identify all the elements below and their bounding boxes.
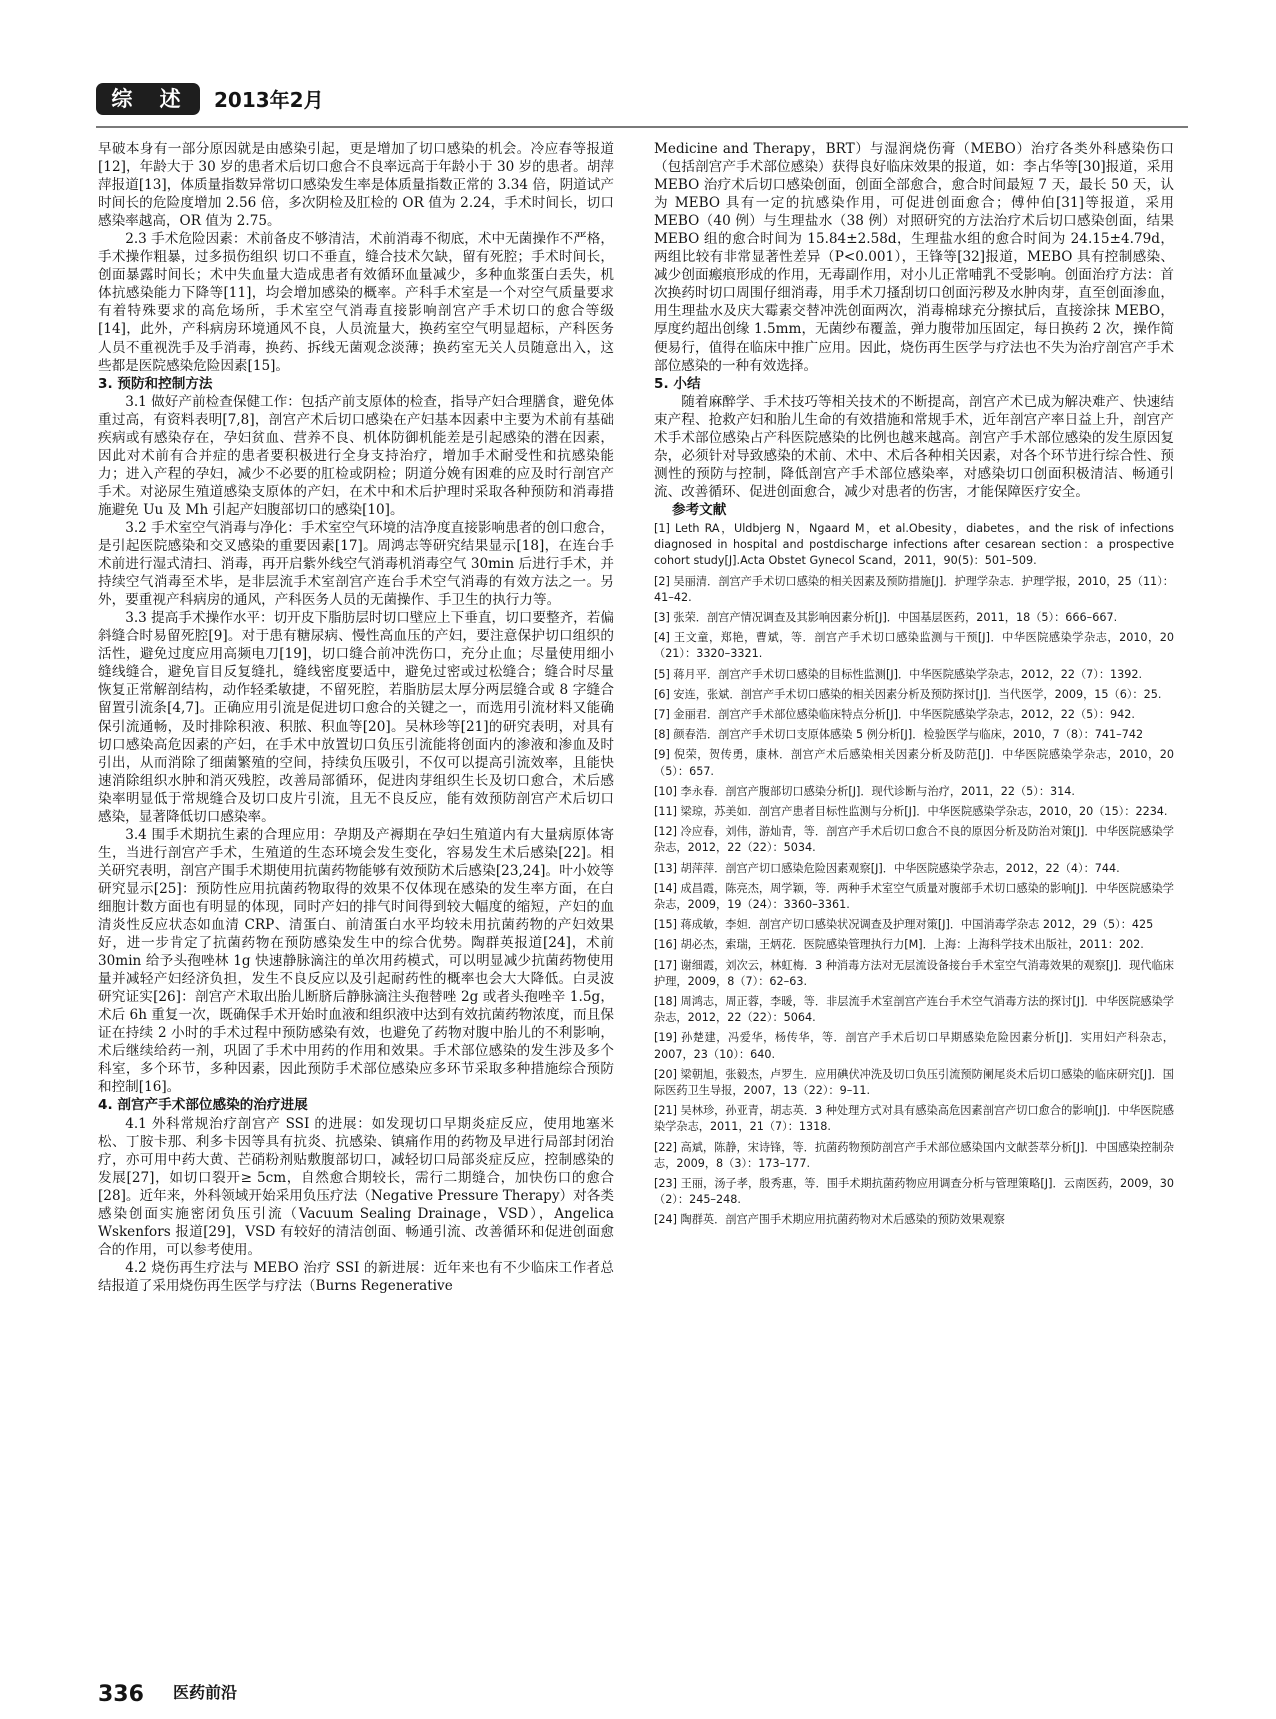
paragraph: 3.2 手术室空气消毒与净化：手术室空气环境的洁净度直接影响患者的创口愈合，是引起医院感染和交叉感染的重要因素[17]。周鸿志等研究结果显示[18]，在连台手术前进行湿式清扫、消毒，再开启紫外线空气消毒机消毒空气 30min 后进行手术，并持续空气消毒至术毕，是非层流手术室剖宫产连台手术空气消毒的有效方法之一。另外，要重视产科病房的通风，产科医务人员的无菌操作、手卫生的执行力等。 bbox=[98, 519, 614, 609]
paragraph: 2.3 手术危险因素：术前备皮不够清洁，术前消毒不彻底，术中无菌操作不严格，手术操作粗暴，过多损伤组织 切口不垂直，缝合技术欠缺，留有死腔；手术时间长，创面暴露时间长；术中失血量大造成患者有效循环血量减少，多种血浆蛋白丢失，机体抗感染能力下降等[11]，均会增加感染的概率。产科手术室是一个对空气质量要求有着特殊要求的高危场所，手术室空气消毒直接影响剖宫产手术切口的愈合等级[14]，此外，产科病房环境通风不良，人员流量大，换药室空气明显超标，产科医务人员不重视洗手及手消毒，换药、拆线无菌观念淡薄；换药室无关人员随意出入，这些都是医院感染危险因素[15]。 bbox=[98, 231, 614, 374]
reference-item: [11] 梁琼，苏美如．剖宫产患者目标性监测与分析[J]．中华医院感染学杂志，2010，20（15）：2234. bbox=[654, 804, 1168, 818]
reference-item: [20] 梁朝旭，张毅杰，卢罗生．应用碘伏冲洗及切口负压引流预防阑尾炎术后切口感染的临床研究[J]．国际医药卫生导报，2007，13（22）：9–11. bbox=[654, 1067, 1174, 1098]
paragraph: 4.1 外科常规治疗剖宫产 SSI 的进展：如发现切口早期炎症反应，使用地塞米松、丁胺卡那、利多卡因等具有抗炎、抗感染、镇痛作用的药物及早进行局部封闭治疗，亦可用中药大黄、芒硝粉剂贴敷腹部切口，减轻切口局部炎症反应，控制感染的发展[27]，如切口裂开≥ 5cm，自然愈合期较长，需行二期缝合，加快伤口的愈合[28]。近年来，外科领域开始采用负压疗法（Negative Pressure Therapy）对各类感染创面实施密闭负压引流（Vacuum Sealing Drainage，VSD），Angelica Wskenfors 报道[29]，VSD 有较好的清洁创面、畅通引流、改善循环和促进创面愈合的作用，可以参考使用。 bbox=[98, 1115, 614, 1258]
reference-item: [24] 陶群英．剖宫产围手术期应用抗菌药物对术后感染的预防效果观察 bbox=[654, 1213, 1005, 1227]
section-badge: 综 述 bbox=[96, 83, 200, 115]
references-title: 参考文献 bbox=[672, 501, 727, 518]
reference-list bbox=[654, 521, 1174, 1229]
paragraph: 早破本身有一部分原因就是由感染引起，更是增加了切口感染的机会。冷应春等报道[12]，年龄大于 30 岁的患者术后切口愈合不良率远高于年龄小于 30 岁的患者。胡萍萍报道[13]，体质量指数异常切口感染发生率是体质量指数正常的 3.34 倍，阴道试产时间长的危险度增加 2.56 倍，多次阴检及肛检的 OR 值为 2.24，手术时间长，切口感染率越高，OR 值为 2.75。 bbox=[98, 141, 614, 230]
paragraph: 随着麻醉学、手术技巧等相关技术的不断提高，剖宫产术已成为解决难产、快速结束产程、抢救产妇和胎儿生命的有效措施和常规手术，近年剖宫产率日益上升，剖宫产术手术部位感染占产科医院感染的比例也越来越高。剖宫产手术部位感染的发生原因复杂，必须针对导致感染的术前、术中、术后各种相关因素，对各个环节进行综合性、预测性的预防与控制，降低剖宫产手术部位感染率，对感染切口创面积极清洁、畅通引流、改善循环、促进创面愈合，减少对患者的伤害，才能保障医疗安全。 bbox=[654, 393, 1174, 500]
reference-item: [6] 安连，张斌．剖宫产手术切口感染的相关因素分析及预防探讨[J]．当代医学，2009，15（6）：25. bbox=[654, 687, 1162, 701]
reference-item: [5] 蒋月平．剖宫产手术切口感染的目标性监测[J]．中华医院感染学杂志，2012，22（7）：1392. bbox=[654, 667, 1143, 681]
right-column-body bbox=[654, 140, 1174, 501]
reference-item: [4] 王文童，郑艳，曹斌，等．剖宫产手术切口感染监测与干预[J]．中华医院感染学杂志，2010，20（21）：3320–3321. bbox=[654, 631, 1174, 661]
reference-item: [22] 高斌，陈静，宋诗锋，等．抗菌药物预防剖宫产手术部位感染国内文献荟萃分析[J]．中国感染控制杂志，2009，8（3）：173–177. bbox=[654, 1140, 1174, 1170]
reference-item: [19] 孙楚建，冯爱华，杨传华，等．剖宫产手术后切口早期感染危险因素分析[J]．实用妇产科杂志，2007，23（10）：640. bbox=[654, 1031, 1174, 1061]
section-heading: 3. 预防和控制方法 bbox=[98, 375, 213, 392]
paragraph: 3.4 围手术期抗生素的合理应用：孕期及产褥期在孕妇生殖道内有大量病原体寄生，当进行剖宫产手术，生殖道的生态环境会发生变化，容易发生术后感染[22]。相关研究表明，剖宫产围手术期使用抗菌药物能够有效预防术后感染[23,24]。叶小姣等研究显示[25]：预防性应用抗菌药物取得的效果不仅体现在感染的发生率方面，在白细胞计数方面也有明显的体现，同时产妇的排气时间得到较大幅度的缩短，产妇的血清炎性反应状态如血清 CRP、清蛋白、前清蛋白水平均较未用抗菌药物的产妇效果好，进一步肯定了抗菌药物在预防感染发生中的综合优势。陶群英报道[24]，术前 30min 给予头孢唑林 1g 快速静脉滴注的单次用药模式，可以明显减少抗菌药物使用量并减轻产妇经济负担，发生不良反应以及引起耐药性的概率也会大大降低。白灵波研究证实[26]：剖宫产术取出胎儿断脐后静脉滴注头孢替唑 2g 或者头孢唑辛 1.5g，术后 6h 重复一次，既确保手术开始时血液和组织液中达到有效抗菌药物浓度，而且保证在持续 2 小时的手术过程中预防感染有效，也避免了药物对腹中胎儿的不利影响，术后继续给药一剂，巩固了手术中用药的作用和效果。手术部位感染的发生涉及多个科室，多个环节，多种因素，因此预防手术部位感染应多环节采取多种措施综合预防和控制[16]。 bbox=[98, 826, 614, 1096]
paragraph: Medicine and Therapy，BRT）与湿润烧伤膏（MEBO）治疗各类外科感染伤口（包括剖宫产手术部位感染）获得良好临床效果的报道，如：李占华等[30]报道，采用 MEBO 治疗术后切口感染创面，创面全部愈合，愈合时间最短 7 天，最长 50 天，认为 MEBO 具有一定的抗感染作用，可促进创面愈合；傅仲伯[31]等报道，采用 MEBO（40 例）与生理盐水（38 例）对照研究的方法治疗术后切口感染创面，结果 MEBO 组的愈合时间为 15.84±2.58d，生理盐水组的愈合时间为 24.15±4.79d，两组比较有非常显著性差异（P<0.001），王锋等[32]报道，MEBO 具有控制感染、减少创面瘢痕形成的作用，无毒副作用，对小儿正常哺乳不受影响。创面治疗方法：首次换药时切口周围仔细消毒，用手术刀搔刮切口创面污秽及水肿肉芽，直至创面渗血，用生理盐水及庆大霉素交替冲洗创面两次，消毒棉球充分擦拭后，直接涂抹 MEBO，厚度约超出创缘 1.5mm，无菌纱布覆盖，弹力腹带加压固定，每日换药 2 次，操作简便易行，值得在临床中推广应用。因此，烧伤再生医学与疗法也不失为治疗剖宫产手术部位感染的一种有效选择。 bbox=[654, 141, 1174, 374]
reference-item: [7] 金丽君．剖宫产手术部位感染临床特点分析[J]．中华医院感染学杂志，2012，22（5）：942. bbox=[654, 707, 1135, 721]
reference-item: [16] 胡必杰，索瑞，王炳花．医院感染管理执行力[M]．上海：上海科学技术出版社，2011：202. bbox=[654, 938, 1144, 952]
page-footer bbox=[98, 1680, 237, 1706]
reference-item: [2] 吴丽清．剖宫产手术切口感染的相关因素及预防措施[J]．护理学杂志．护理学报，2010，25（11）：41–42. bbox=[654, 574, 1174, 604]
page-number: 336 bbox=[98, 1682, 144, 1707]
reference-item: [10] 李永春．剖宫产腹部切口感染分析[J]．现代诊断与治疗，2011，22（5）：314. bbox=[654, 784, 1075, 798]
journal-name: 医药前沿 bbox=[173, 1683, 238, 1702]
paragraph: 3.3 提高手术操作水平：切开皮下脂肪层时切口壁应上下垂直，切口要整齐，若偏斜缝合时易留死腔[9]。对于患有糖尿病、慢性高血压的产妇，要注意保护切口组织的活性，避免过度应用高频电刀[19]，切口缝合前冲洗伤口，充分止血；尽量使用细小缝线缝合，避免盲目反复缝扎，缝线密度要适中，避免过密或过松缝合；缝合时尽量恢复正常解剖结构，动作轻柔敏捷，不留死腔，若脂肪层太厚分两层缝合或 8 字缝合留置引流条[4,7]。正确应用引流是促进切口愈合的关键之一，而选用引流材料又能确保引流通畅，及时排除积液、积脓、积血等[20]。吴林珍等[21]的研究表明，对具有切口感染高危因素的产妇，在手术中放置切口负压引流能将创面内的渗液和渗血及时引出，从而消除了细菌繁殖的空间，持续负压吸引，不仅可以提高引流效率，且能快速消除组织水肿和消灭残腔，改善局部循环，促进肉芽组织生长及切口愈合，术后感染率明显低于常规缝合及切口皮片引流，且无不良反应，能有效预防剖宫产术后切口感染，显著降低切口感染率。 bbox=[98, 610, 614, 825]
paragraph: 4.2 烧伤再生疗法与 MEBO 治疗 SSI 的新进展：近年来也有不少临床工作者总结报道了采用烧伤再生医学与疗法（Burns Regenerative bbox=[98, 1259, 614, 1294]
section-heading: 4. 剖宫产手术部位感染的治疗进展 bbox=[98, 1097, 308, 1114]
page-header bbox=[96, 83, 1196, 123]
paragraph: 3.1 做好产前检查保健工作：包括产前支原体的检查，指导产妇合理膳食，避免体重过高，有资料表明[7,8]，剖宫产术后切口感染在产妇基本因素中主要为术前有基础疾病或有感染存在，孕妇贫血、营养不良、机体防御机能差是引起感染的潜在因素，因此对术前有合并症的患者要积极进行全身支持治疗，增加手术耐受性和抗感染能力；进入产程的孕妇，减少不必要的肛检或阴检；阴道分娩有困难的应及时行剖宫产手术。对泌尿生殖道感染支原体的产妇，在术中和术后护理时采取各种预防和消毒措施避免 Uu 及 Mh 引起产妇腹部切口的感染[10]。 bbox=[98, 393, 614, 518]
reference-item: [9] 倪荣，贺传勇，康林．剖宫产术后感染相关因素分析及防范[J]．中华医院感染学杂志，2010，20（5）：657. bbox=[654, 748, 1174, 778]
reference-item: [14] 成昌霞，陈亮杰，周学颖，等．两种手术室空气质量对腹部手术切口感染的影响[J]．中华医院感染学杂志，2009，19（24）：3360–3361. bbox=[654, 881, 1174, 911]
reference-item: [3] 张荣．剖宫产情况调查及其影响因素分析[J]．中国基层医药，2011，18（5）：666–667. bbox=[654, 610, 1118, 624]
reference-item: [17] 谢细霞，刘次云，林虹梅．3 种消毒方法对无层流设备接台手术室空气消毒效果的观察[J]．现代临床护理，2009，8（7）：62–63. bbox=[654, 958, 1174, 988]
reference-item: [1] Leth RA，Uldbjerg N，Ngaard M，et al.Obesity，diabetes，and the risk of infections diagnosed in hospital and postdischarge infections after cesarean section：a prospective cohort study[J].Acta Obstet Gynecol Scand，2011，90(5)：501–509. bbox=[654, 521, 1174, 568]
header-rule bbox=[96, 126, 1188, 128]
reference-item: [21] 吴林珍，孙亚青，胡志英．3 种处理方式对具有感染高危因素剖宫产切口愈合的影响[J]．中华医院感染学杂志，2011，21（7）：1318. bbox=[654, 1104, 1174, 1134]
reference-item: [8] 颜春浩．剖宫产手术切口支原体感染 5 例分析[J]．检验医学与临床，2010，7（8）：741–742 bbox=[654, 728, 1144, 742]
issue-date: 2013年2月 bbox=[214, 88, 324, 112]
reference-item: [13] 胡萍萍．剖宫产切口感染危险因素观察[J]．中华医院感染学杂志，2012，22（4）：744. bbox=[654, 861, 1120, 875]
reference-item: [18] 周鸿志，周正蓉，李暖，等．非层流手术室剖宫产连台手术空气消毒方法的探讨[J]．中华医院感染学杂志，2012，22（22）：5064. bbox=[654, 995, 1174, 1025]
reference-item: [12] 冷应春，刘伟，游灿青，等．剖宫产手术后切口愈合不良的原因分析及防治对策[J]．中华医院感染学杂志，2012，22（22）：5034. bbox=[654, 825, 1174, 855]
section-heading: 5. 小结 bbox=[654, 375, 701, 392]
reference-item: [23] 王丽，汤子孝，殷秀惠，等．围手术期抗菌药物应用调查分析与管理策略[J]．云南医药，2009，30（2）：245–248. bbox=[654, 1177, 1174, 1207]
right-column bbox=[654, 140, 1174, 1233]
left-column bbox=[98, 140, 614, 1295]
reference-item: [15] 蒋成敏，李妲．剖宫产切口感染状况调查及护理对策[J]．中国消毒学杂志 2012，29（5）：425 bbox=[654, 918, 1154, 932]
